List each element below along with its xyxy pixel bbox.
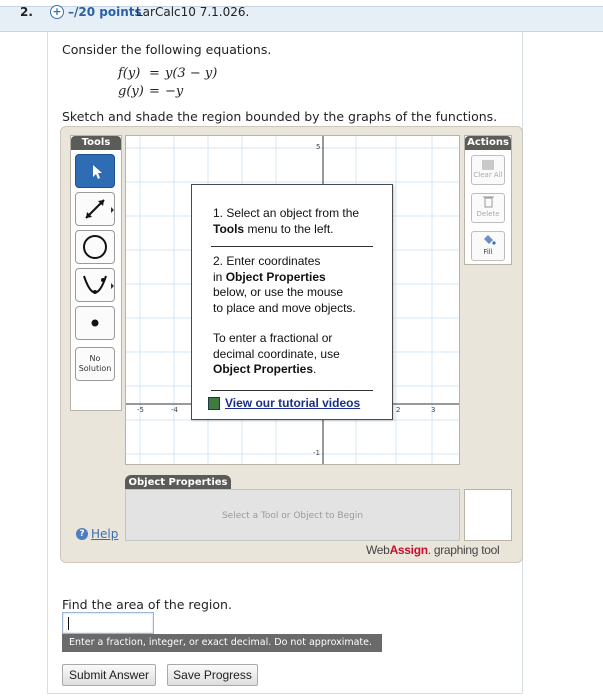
tools-title: Tools (71, 136, 121, 150)
parabola-icon (76, 269, 114, 301)
actions-title: Actions (465, 136, 511, 150)
question-number: 2. (20, 5, 33, 19)
prompt-intro: Consider the following equations. (62, 42, 272, 57)
help-icon[interactable]: ? (76, 528, 88, 540)
fill-button[interactable] (471, 231, 505, 261)
tool-no-solution-button[interactable]: No Solution (75, 347, 115, 381)
submit-answer-button[interactable]: Submit Answer (62, 664, 156, 686)
answer-hint-tooltip: Enter a fraction, integer, or exact decimal. Do not approximate. (62, 634, 382, 652)
fill-label: Fill (483, 248, 493, 256)
question-points: –/20 points (68, 5, 142, 19)
popup-note-line2: decimal coordinate, use (213, 346, 340, 361)
popup-note-tail: . (313, 362, 317, 376)
popup-step1-text: 1. Select an object from the (213, 206, 360, 220)
film-icon (208, 397, 220, 410)
popup-step2-bold: Object Properties (225, 269, 326, 284)
y-axis-label-5: 5 (316, 143, 321, 151)
tool-point-button[interactable] (75, 306, 115, 340)
popup-step1 (213, 206, 391, 237)
area-answer-input[interactable] (62, 612, 154, 634)
x-axis-label-2: 2 (396, 406, 401, 414)
webassign-brand (366, 543, 499, 557)
x-axis-label-neg5: -5 (137, 406, 144, 414)
save-progress-button[interactable]: Save Progress (167, 664, 258, 686)
tool-circle-button[interactable] (75, 230, 115, 264)
y-axis-label-neg1: -1 (313, 449, 320, 457)
tool-parabola-button[interactable] (75, 268, 115, 302)
clear-all-button[interactable] (471, 155, 505, 185)
delete-label: Delete (476, 210, 500, 218)
equals-sign: = (149, 66, 160, 81)
line-arrow-icon (76, 193, 114, 225)
object-properties-title: Object Properties (125, 475, 231, 490)
popup-note-line1: To enter a fractional or (213, 331, 333, 345)
equation-g-lhs: g(y) (118, 84, 144, 99)
brand-tail: . graphing tool (427, 543, 500, 557)
popup-step2-in: in (213, 269, 226, 284)
prompt-instruction: Sketch and shade the region bounded by the graphs of the functions. (62, 109, 498, 124)
expand-plus-icon[interactable]: + (50, 5, 64, 19)
popup-step2 (213, 254, 391, 316)
popup-divider (211, 390, 373, 391)
popup-step1-bold: Tools (213, 221, 245, 236)
tool-line-button[interactable] (75, 192, 115, 226)
x-axis-label-neg4: -4 (171, 406, 178, 414)
popup-note (213, 331, 391, 378)
equals-sign: = (149, 84, 160, 99)
paint-bucket-icon (472, 232, 504, 246)
tool-pointer-button[interactable] (75, 154, 115, 188)
popup-step2-line4: to place and move objects. (213, 300, 356, 315)
circle-icon (76, 231, 114, 263)
brand-assign: Assign (389, 543, 428, 557)
text-cursor (68, 617, 69, 630)
equation-g-rhs: −y (165, 84, 184, 99)
question-reference: LarCalc10 7.1.026. (136, 5, 250, 19)
popup-divider (211, 246, 373, 247)
popup-note-bold: Object Properties (213, 362, 314, 376)
tutorial-videos-link[interactable]: View our tutorial videos (225, 396, 361, 410)
popup-step2-line3: below, or use the mouse (213, 285, 344, 299)
popup-step2-line1: 2. Enter coordinates (213, 254, 321, 268)
equation-f-lhs: f(y) (118, 66, 141, 81)
pointer-icon (76, 155, 114, 187)
clear-all-label: Clear All (473, 171, 503, 179)
clear-all-icon (482, 160, 494, 170)
x-axis-label-3: 3 (431, 406, 436, 414)
popup-step1-tail: menu to the left. (244, 221, 334, 236)
instructions-popup (191, 184, 393, 420)
color-swatch[interactable] (464, 489, 512, 541)
equation-f-rhs: y(3 − y) (165, 66, 218, 81)
area-prompt: Find the area of the region. (62, 597, 232, 612)
delete-button[interactable] (471, 193, 505, 223)
object-properties-panel[interactable]: Select a Tool or Object to Begin (125, 489, 460, 541)
trash-icon (472, 194, 504, 208)
brand-web: Web (366, 543, 390, 557)
help-link[interactable]: Help (91, 527, 119, 541)
point-icon (76, 307, 114, 339)
